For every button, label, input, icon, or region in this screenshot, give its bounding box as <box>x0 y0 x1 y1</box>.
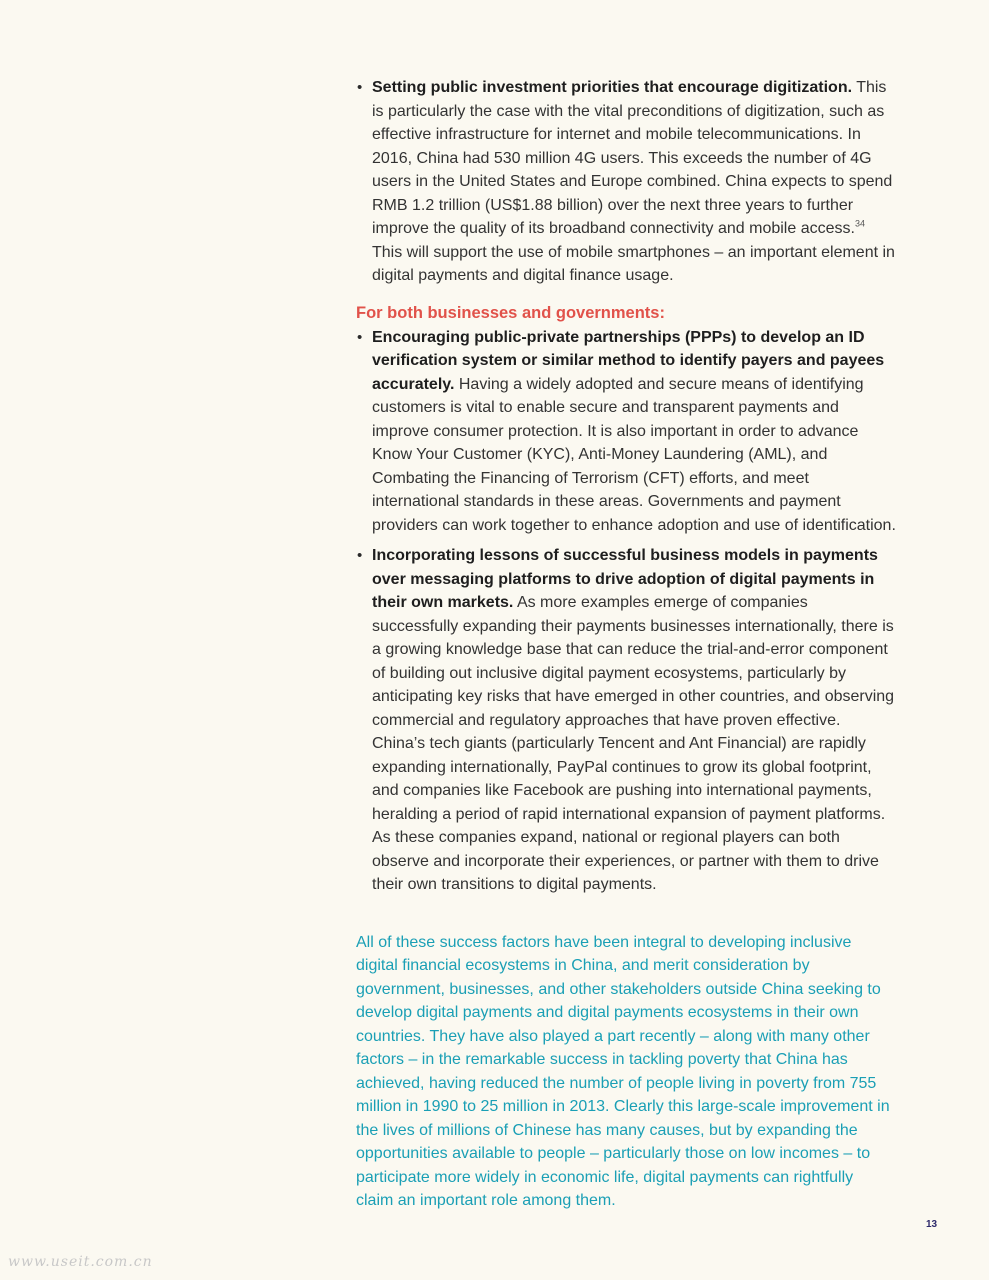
bullet-text: Having a widely adopted and secure means of identifying customers is vital to enable secure and transparent payments and improve consumer protection. It is also important in order to advance Know Your Customer (KYC), Anti-Money Laundering (AML), and Combating the Financing of Terrorism (CFT) efforts, and meet international standards in these areas. Governments and payment providers can work together to enhance adoption and use of identification. <box>372 375 896 534</box>
bullet-lead: Encouraging public-private partnerships (PPPs) to develop an ID verification system or similar method to identify payers and payees accurately. <box>372 328 885 393</box>
bullet-item <box>356 544 896 897</box>
watermark: www.useit.com.cn <box>8 1254 153 1270</box>
bullet-text: As more examples emerge of companies successfully expanding their payments businesses internationally, there is a growing knowledge base that can reduce the trial-and-error component of building out inclusive digital payment ecosystems, particularly by anticipating key risks that have emerged in other countries, and observing commercial and regulatory approaches that have proven effective. China’s tech giants (particularly Tencent and Ant Financial) are rapidly expanding internationally, PayPal continues to grow its global footprint, and companies like Facebook are pushing into international payments, heralding a period of rapid international expansion of payment platforms. As these companies expand, national or regional players can both observe and incorporate their experiences, or partner with them to drive their own transitions to digital payments. <box>372 594 895 893</box>
bullet-list-top <box>356 76 896 288</box>
bullet-list-section <box>356 326 896 897</box>
summary-paragraph: All of these success factors have been integral to developing inclusive digital financial ecosystems in China, and merit consideration by government, businesses, and other stakeholders outside China seeking to develop digital payments and digital payments ecosystems in their own countries. They have also played a part recently – along with many other factors – in the remarkable success in tackling poverty that China has achieved, having reduced the number of people living in poverty from 755 million in 1990 to 25 million in 2013. Clearly this large-scale improvement in the lives of millions of Chinese has many causes, but by expanding the opportunities available to people – particularly those on low incomes – to participate more widely in economic life, digital payments can rightfully claim an important role among them. <box>356 933 890 1209</box>
page-number: 13 <box>926 1219 938 1230</box>
section-heading: For both businesses and governments: <box>356 303 665 322</box>
bullet-lead: Incorporating lessons of successful business models in payments over messaging platforms to drive adoption of digital payments in their own markets. <box>372 547 878 611</box>
footnote-ref: 34 <box>854 218 865 229</box>
main-column <box>356 76 896 1229</box>
bullet-item <box>356 326 896 538</box>
bullet-text-continued: This will support the use of mobile smartphones – an important element in digital payments and digital finance usage. <box>372 243 895 284</box>
bullet-item <box>356 76 896 288</box>
bullet-text: This is particularly the case with the vital preconditions of digitization, such as effective infrastructure for internet and mobile telecommunications. In 2016, China had 530 million 4G users. This exceeds the number of 4G users in the United States and Europe combined. China expects to spend RMB 1.2 trillion (US$1.88 billion) over the next three years to further improve the quality of its broadband connectivity and mobile access. <box>372 79 893 237</box>
bullet-lead: Setting public investment priorities that encourage digitization. <box>372 79 853 96</box>
